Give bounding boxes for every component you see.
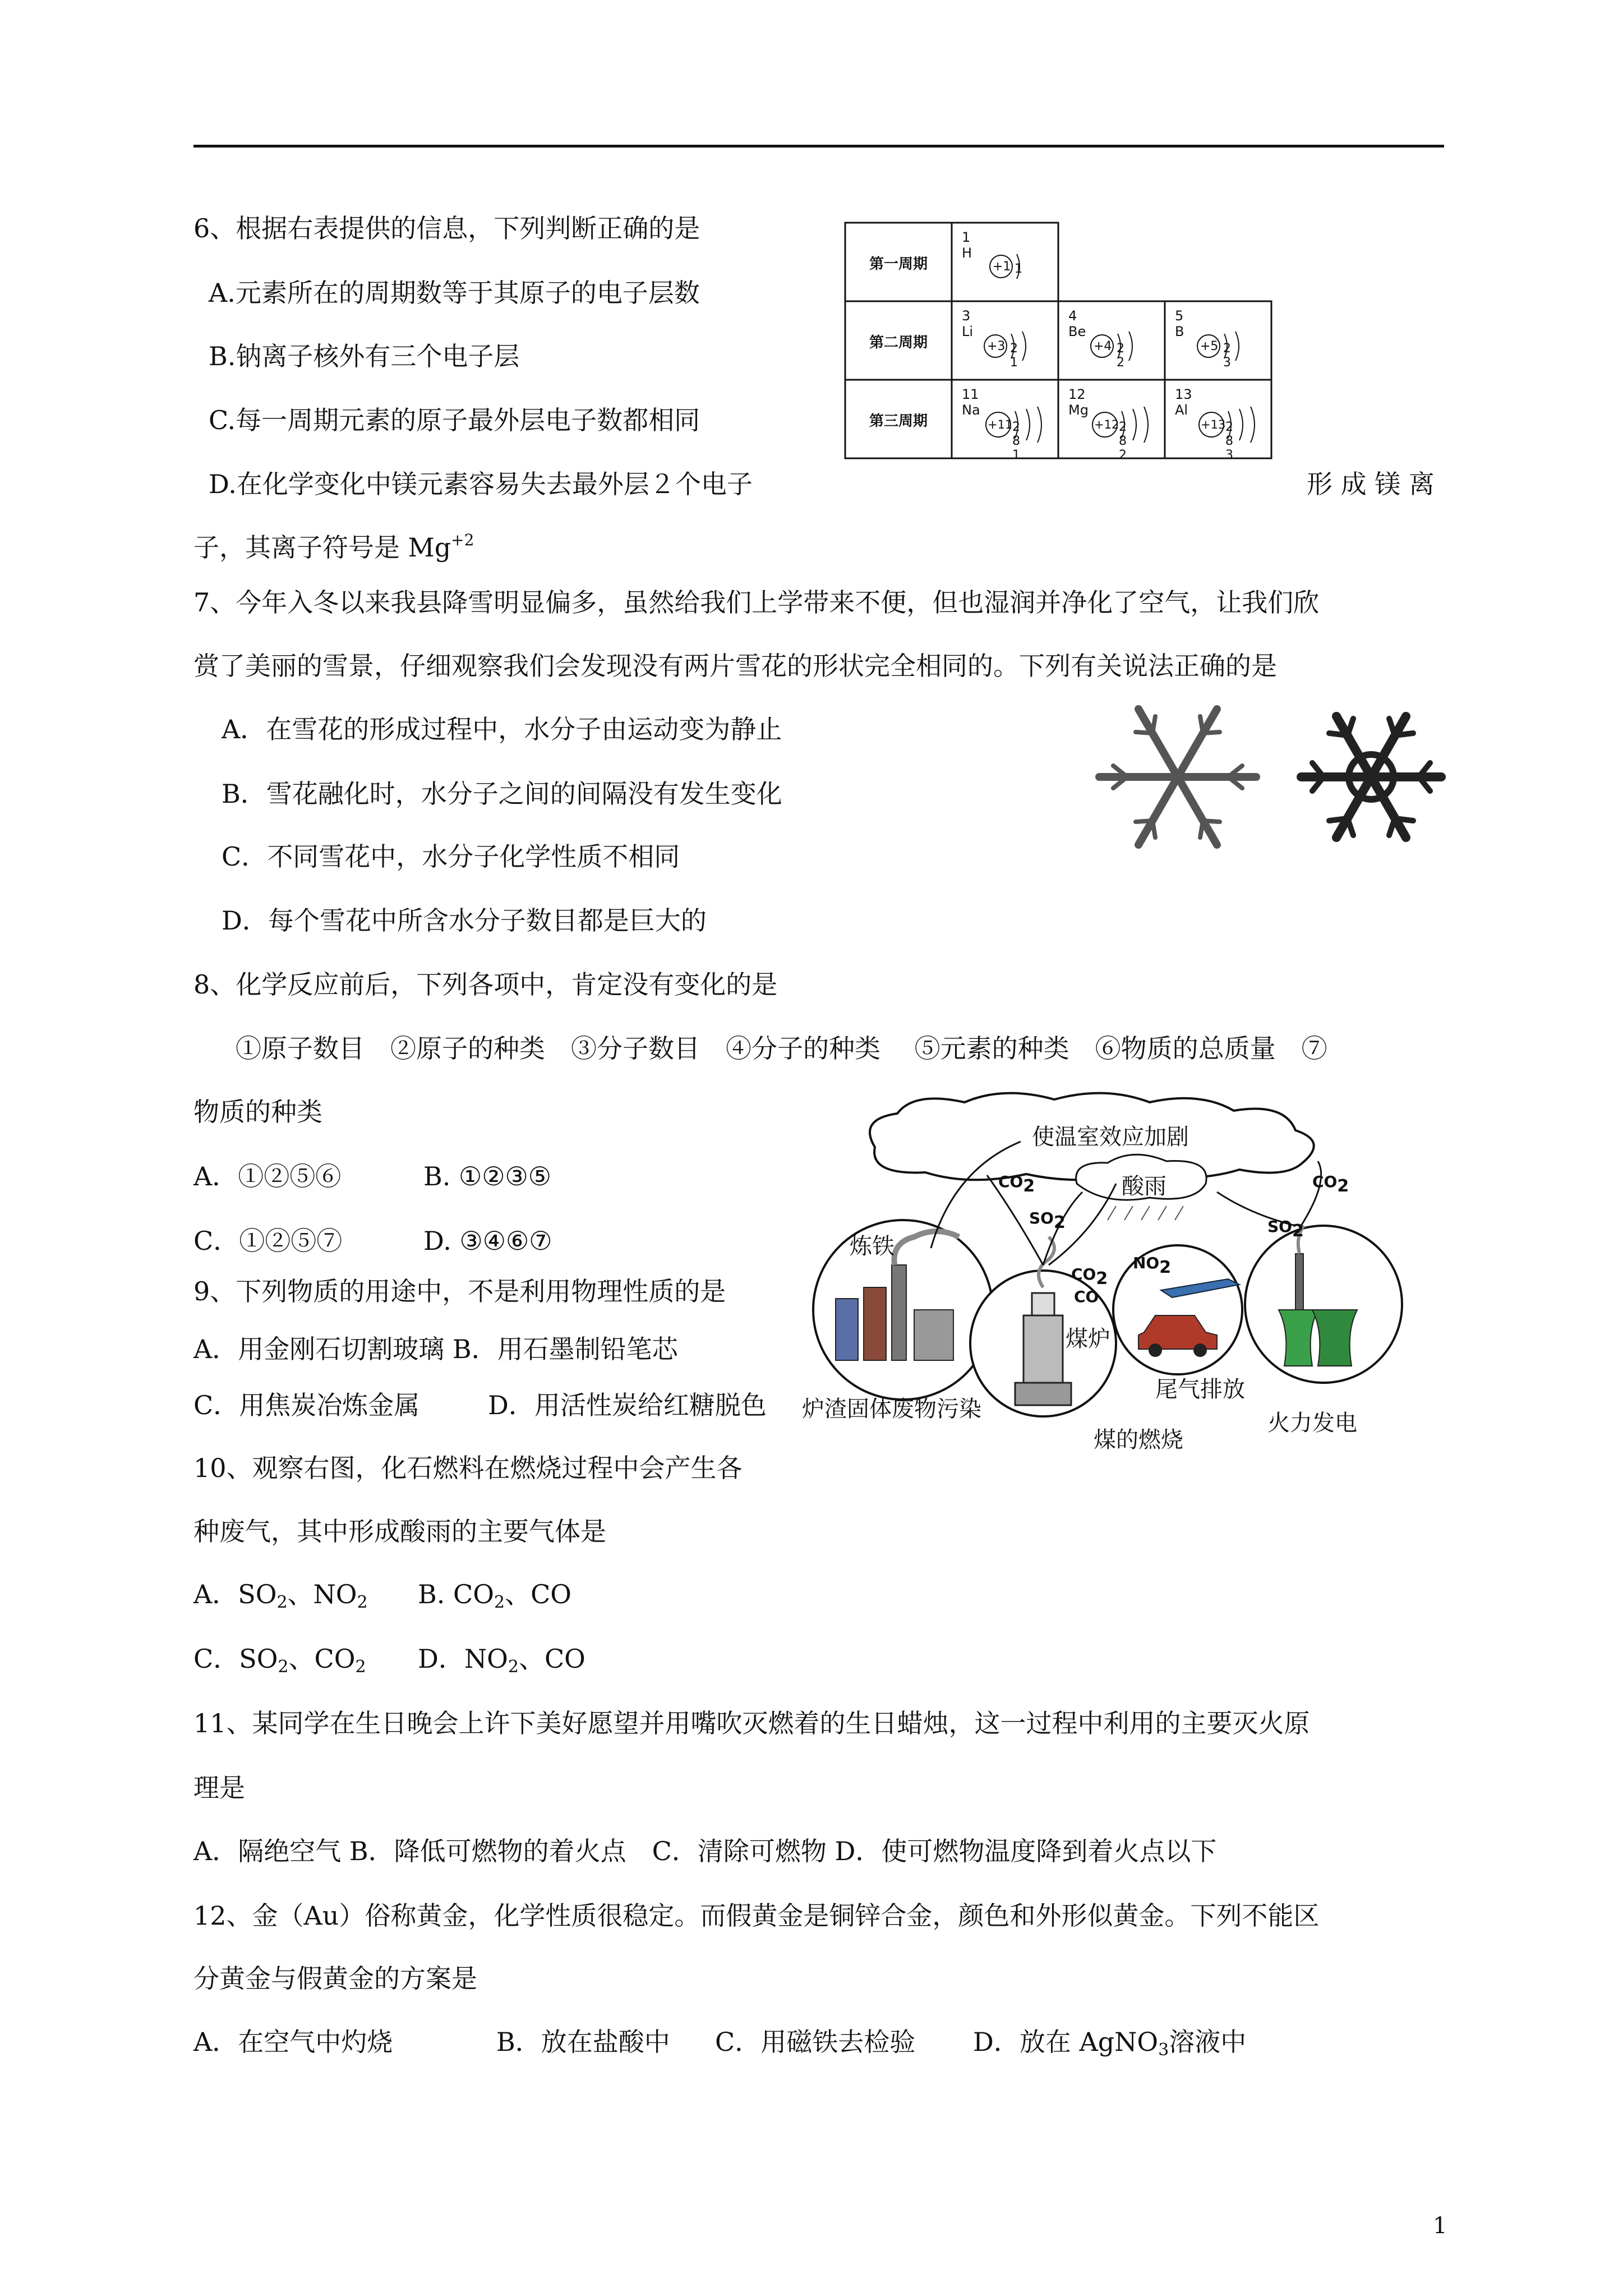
element-mg-symbol: 12 Mg — [1068, 386, 1089, 418]
label-slag: 炉渣固体废物污染 — [802, 1396, 981, 1422]
label-co2-left: $CO_2$ — [998, 1172, 1035, 1196]
snowflake-left — [1099, 709, 1256, 845]
q8-option-d: D. ③④⑥⑦ — [423, 1226, 552, 1256]
element-al-symbol: 13 Al — [1175, 386, 1192, 418]
q8-items: ①原子数目 ②原子的种类 ③分子数目 ④分子的种类 ⑤元素的种类 ⑥物质的总质量 ⑦ — [236, 1033, 1327, 1064]
snowflake-images — [1088, 696, 1458, 864]
element-mg-shells: 2 8 2 — [1119, 420, 1127, 462]
period-1-label: 第一周期 — [869, 256, 928, 273]
element-b-shells: 2 3 — [1223, 342, 1231, 370]
element-h-shells: 1 — [1015, 262, 1022, 276]
element-mg-nucleus: +12 — [1094, 418, 1119, 431]
q9-option-d: D．用活性炭给红糖脱色 — [488, 1390, 767, 1420]
q9-option-ab: A．用金刚石切割玻璃 B．用石墨制铅笔芯 — [193, 1334, 678, 1364]
element-be-shells: 2 2 — [1117, 342, 1124, 370]
q7-option-a: A．在雪花的形成过程中，水分子由运动变为静止 — [222, 714, 782, 744]
header-rule — [193, 145, 1444, 148]
label-furnace: 煤炉 — [1066, 1326, 1110, 1352]
label-acid-rain: 酸雨 — [1122, 1174, 1166, 1199]
q7-option-d: D．每个雪花中所含水分子数目都是巨大的 — [222, 905, 707, 936]
element-b-nucleus: +5 — [1200, 339, 1219, 353]
q12-stem-line1: 12、金（Au）俗称黄金，化学性质很稳定。而假黄金是铜锌合金，颜色和外形似黄金。下列不能区 — [193, 1901, 1320, 1931]
q6-option-d-cont: 子，其离子符号是 $Mg^{+2}$ — [193, 531, 474, 563]
q12-option-c: C．用磁铁去检验 — [715, 2027, 916, 2057]
q10-stem-line2: 种废气，其中形成酸雨的主要气体是 — [193, 1516, 606, 1547]
label-greenhouse: 使温室效应加剧 — [1032, 1124, 1189, 1150]
q8-stem: 8、化学反应前后，下列各项中，肯定没有变化的是 — [193, 969, 778, 1000]
q11-options: A．隔绝空气 B．降低可燃物的着火点 C．清除可燃物 D．使可燃物温度降到着火点以下 — [193, 1836, 1217, 1866]
element-li-shells: 2 1 — [1010, 342, 1018, 370]
element-b-symbol: 5 B — [1175, 308, 1184, 339]
element-na-nucleus: +11 — [988, 418, 1013, 431]
label-exhaust: 尾气排放 — [1155, 1377, 1245, 1402]
label-co2-right: $CO_2$ — [1312, 1172, 1349, 1196]
period-3-label: 第三周期 — [869, 413, 928, 430]
q6-option-c: C.每一周期元素的原子最外层电子数都相同 — [209, 405, 700, 435]
q8-option-a: A．①②⑤⑥ — [193, 1161, 342, 1191]
q7-stem-line1: 7、今年入冬以来我县降雪明显偏多，虽然给我们上学带来不便，但也湿润并净化了空气，让我们欣 — [193, 587, 1320, 618]
q12-option-d: D．放在 AgNO$_3$溶液中 — [973, 2027, 1247, 2060]
q8-items-cont: 物质的种类 — [193, 1097, 322, 1127]
element-be-nucleus: +4 — [1094, 339, 1112, 353]
q8-option-c: C．①②⑤⑦ — [193, 1226, 343, 1256]
label-iron: 炼铁 — [850, 1234, 895, 1259]
element-na-symbol: 11 Na — [962, 386, 980, 418]
q12-stem-line2: 分黄金与假黄金的方案是 — [193, 1963, 477, 1994]
element-h-nucleus: +1 — [993, 260, 1011, 274]
pollution-diagram — [802, 1085, 1413, 1467]
q10-stem-line1: 10、观察右图，化石燃料在燃烧过程中会产生各 — [193, 1453, 743, 1483]
element-al-nucleus: +13 — [1201, 418, 1226, 431]
element-li-nucleus: +3 — [987, 339, 1006, 353]
q8-option-b: B. ①②③⑤ — [423, 1161, 552, 1191]
label-power: 火力发电 — [1267, 1410, 1357, 1436]
label-co2-center: $CO_2$ — [1071, 1265, 1108, 1289]
label-so2-right: $SO_2$ — [1267, 1217, 1304, 1241]
coal-stove-icon — [1015, 1237, 1071, 1405]
rain-lines — [1108, 1206, 1183, 1220]
q10-option-c: C．$SO_2$、$CO_2$ — [193, 1644, 366, 1677]
q12-option-b: B．放在盐酸中 — [496, 2027, 670, 2057]
q11-stem-line1: 11、某同学在生日晚会上许下美好愿望并用嘴吹灭燃着的生日蜡烛，这一过程中利用的主要灭火原 — [193, 1708, 1310, 1738]
q6-option-d-tail: 形 成 镁 离 — [1307, 469, 1435, 499]
q10-option-b: B. $CO_2$、CO — [418, 1579, 571, 1612]
q12-option-a: A．在空气中灼烧 — [193, 2027, 393, 2057]
q10-option-a: A．$SO_2$、$NO_2$ — [193, 1579, 368, 1612]
label-no2: $NO_2$ — [1133, 1254, 1172, 1277]
q7-option-c: C．不同雪花中，水分子化学性质不相同 — [222, 841, 680, 872]
q7-stem-line2: 赏了美丽的雪景，仔细观察我们会发现没有两片雪花的形状完全相同的。下列有关说法正确的是 — [193, 651, 1277, 681]
q6-option-d: D.在化学变化中镁元素容易失去最外层２个电子 — [209, 469, 753, 499]
element-li-symbol: 3 Li — [962, 308, 974, 339]
label-co-center: CO — [1074, 1287, 1099, 1306]
q6-option-a: A.元素所在的周期数等于其原子的电子层数 — [209, 278, 700, 308]
element-al-shells: 2 8 3 — [1225, 420, 1233, 462]
element-na-shells: 2 8 1 — [1012, 420, 1020, 462]
label-coal: 煤的燃烧 — [1094, 1427, 1183, 1453]
period-2-label: 第二周期 — [869, 334, 928, 351]
q10-option-d: D．$NO_2$、CO — [418, 1644, 585, 1677]
q9-stem: 9、下列物质的用途中，不是利用物理性质的是 — [193, 1276, 726, 1306]
snowflake-right — [1301, 716, 1441, 838]
q6-stem: 6、根据右表提供的信息，下列判断正确的是 — [193, 213, 700, 243]
label-so2-left: $SO_2$ — [1029, 1209, 1066, 1232]
element-be-symbol: 4 Be — [1068, 308, 1086, 339]
q6-option-b: B.钠离子核外有三个电子层 — [209, 341, 520, 371]
q11-stem-line2: 理是 — [193, 1773, 245, 1803]
q7-option-b: B．雪花融化时，水分子之间的间隔没有发生变化 — [222, 779, 782, 809]
q9-option-c: C．用焦炭冶炼金属 — [193, 1390, 420, 1420]
element-h-symbol: 1 H — [962, 229, 972, 261]
page-number: 1 — [1433, 2213, 1447, 2239]
